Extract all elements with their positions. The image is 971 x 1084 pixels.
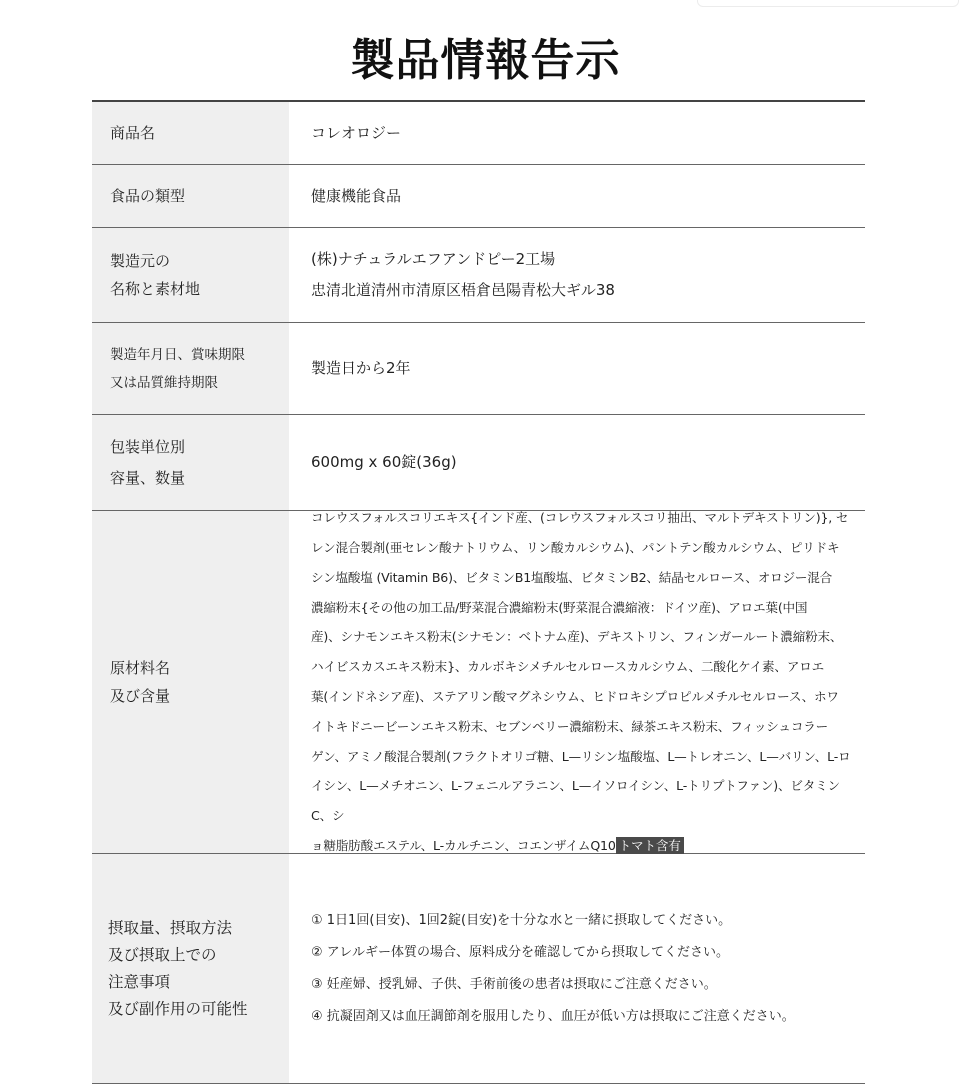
- note-item: ① 1日1回(目安)、1回2錠(目安)を十分な水と一緒に摂取してください。: [311, 912, 732, 928]
- ingredient-line: シン塩酸塩 (Vitamin B6)、ビタミンB1塩酸塩、ビタミンB2、結晶セルロース、オロジー混合: [311, 569, 833, 585]
- row-manufacturer: [92, 228, 865, 323]
- page-title: 製品情報告示: [350, 35, 621, 87]
- note-item: ④ 抗凝固剤又は血圧調節剤を服用したり、血圧が低い方は摂取にご注意ください。: [311, 1008, 795, 1024]
- ingredient-line: ハイビスカスエキス粉末}、カルボキシメチルセルロースカルシウム、二酸化ケイ素、アロエ: [311, 659, 824, 675]
- value-text: 健康機能食品: [311, 186, 402, 205]
- row-product-name: [92, 102, 865, 165]
- row-label: [92, 228, 289, 322]
- label-text: 及び含量: [110, 687, 171, 705]
- label-text: 名称と素材地: [110, 280, 201, 298]
- row-label: [92, 511, 289, 853]
- label-text: 摂取量、摂取方法: [108, 918, 233, 937]
- row-package: [92, 415, 865, 511]
- value-text: コレオロジー: [311, 123, 402, 142]
- row-label: [92, 854, 289, 1083]
- ingredient-line: 葉(インドネシア産)、ステアリン酸マグネシウム、ヒドロキシプロピルメチルセルロース、ホワ: [311, 689, 839, 704]
- ingredient-line: 産)、シナモンエキス粉末(シナモン：ベトナム産)、デキストリン、フィンガールート濃縮粉末、: [311, 629, 843, 645]
- row-label: [92, 102, 289, 164]
- ingredient-line: ゲン、アミノ酸混合製剤(フラクトオリゴ糖、L—リシン塩酸塩、L—トレオニン、L—バリン、L-ロ: [311, 748, 851, 764]
- row-value: [289, 511, 865, 853]
- note-item: ③ 妊産婦、授乳婦、子供、手術前後の患者は摂取にご注意ください。: [311, 976, 717, 992]
- row-value: [289, 228, 865, 322]
- ingredient-line: イトキドニービーンエキス粉末、セブンベリー濃縮粉末、緑茶エキス粉末、フィッシュコラー: [311, 718, 829, 734]
- row-label: [92, 415, 289, 510]
- product-info-table: [92, 100, 865, 1084]
- row-value: [289, 102, 865, 164]
- ingredient-line: レン混合製剤(亜セレン酸ナトリウム、リン酸カルシウム)、パントテン酸カルシウム、ピリドキ: [311, 540, 840, 556]
- label-text: 食品の類型: [110, 187, 186, 205]
- top-right-panel-edge: [697, 0, 959, 7]
- ingredient-line: 濃縮粉末{その他の加工品/野菜混合濃縮粉末(野菜混合濃縮液：ドイツ産)、アロエ葉(中国: [311, 599, 808, 615]
- row-value: [289, 854, 865, 1083]
- label-text: 包装単位別: [110, 437, 186, 456]
- label-text: 容量、数量: [110, 468, 186, 487]
- row-ingredients: [92, 511, 865, 854]
- row-intake-notes: [92, 854, 865, 1084]
- label-text: 及び摂取上での: [108, 945, 217, 964]
- row-label: [92, 165, 289, 227]
- value-text: (株)ナチュラルエフアンドピー2工場: [311, 250, 556, 268]
- label-text: 製造年月日、賞味期限: [110, 346, 245, 363]
- ingredient-line: イシン、L—メチオニン、L-フェニルアラニン、L—イソロイシン、L-トリプトファン)、ビタミンC、シ: [311, 778, 840, 824]
- row-label: [92, 323, 289, 414]
- label-text: 注意事項: [108, 972, 171, 991]
- value-text: 製造日から2年: [311, 359, 411, 377]
- ingredient-text: ョ糖脂肪酸エステル、L-カルチニン、コエンザイムQ10: [311, 837, 616, 853]
- label-text: 及び副作用の可能性: [108, 999, 248, 1018]
- allergen-highlight: トマト含有: [616, 837, 684, 854]
- row-value: [289, 415, 865, 510]
- label-text: 又は品質維持期限: [110, 374, 218, 391]
- label-text: 原材料名: [110, 659, 171, 677]
- row-value: [289, 165, 865, 227]
- label-text: 商品名: [110, 124, 156, 142]
- label-text: 製造元の: [110, 252, 171, 270]
- ingredient-line: コレウスフォルスコリエキス{インド産、(コレウスフォルスコリ抽出、マルトデキストリン)}, セ: [311, 510, 849, 526]
- value-text: 忠清北道清州市清原区梧倉邑陽青松大ギル38: [311, 281, 615, 299]
- row-expiry: [92, 323, 865, 415]
- row-food-type: [92, 165, 865, 228]
- row-value: [289, 323, 865, 414]
- value-text: 600mg x 60錠(36g): [311, 453, 457, 471]
- note-item: ② アレルギー体質の場合、原料成分を確認してから摂取してください。: [311, 944, 729, 960]
